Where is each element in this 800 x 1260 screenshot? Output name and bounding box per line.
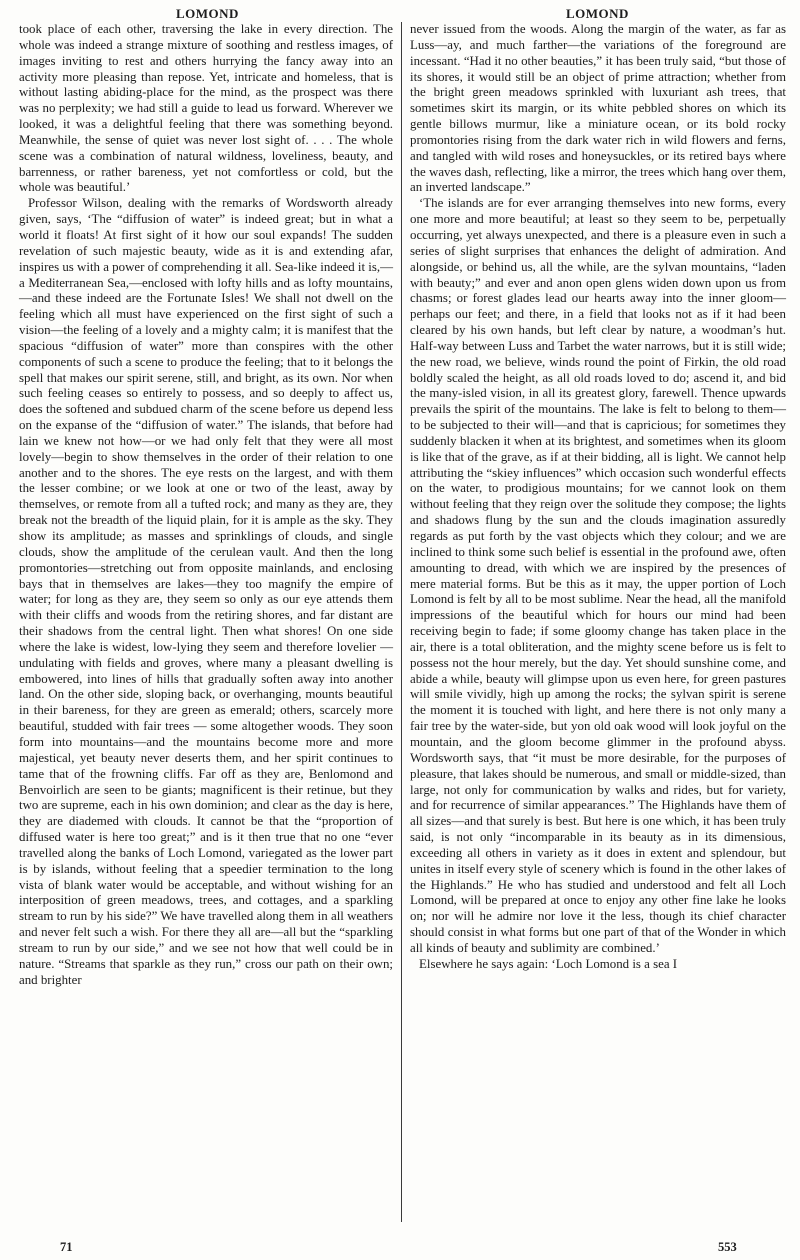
- right-column: [410, 22, 786, 973]
- right-paragraph-1: never issued from the woods. Along the margin of the water, as far as Luss—ay, and much farther—the variations of the foreground are incessant. “Had it no other beauties,” it has been truly said, “but those of its shores, it would still be an object of prime attraction; whether from the bright green meadows sprinkled with luxuriant ash trees, that sometimes skirt its margin, or its white pebbled shores on which its gentle billows murmur, like a miniature ocean, or its bold rocky promontories rising from the dark water rich in wild flowers and ferns, and tangled with wild roses and honeysuckles, or its retired bays where the waves dash, reflecting, like a mirror, the trees which hang over them, an inverted landscape.”: [410, 22, 786, 195]
- running-head-left: LOMOND: [176, 6, 239, 21]
- column-divider: [401, 22, 402, 1222]
- page-number-right: 553: [718, 1240, 737, 1254]
- running-head-right: LOMOND: [566, 6, 629, 21]
- left-paragraph-1: took place of each other, traversing the lake in every direction. The whole was indeed a strange mixture of soothing and restless images, of images inviting to rest and others hurrying the fancy away into an activity more pleasing than repose. Yet, intricate and homeless, that is without lasting abiding-place for the mind, as the prospect was there was no perplexity; we had still a guide to lead us forward. Wherever we looked, it was a delightful feeling that there was something beyond. Meanwhile, the sense of quiet was never lost sight of. . . . The whole scene was a combination of natural wildness, loveliness, beauty, and barrenness, or rather bareness, yet not comfortless or cold, but the whole was beautiful.’: [19, 22, 393, 195]
- right-paragraph-2: ‘The islands are for ever arranging themselves into new forms, every one more and more beautiful; at least so they seem to be, perpetually occurring, yet always unexpected, and there is a pleasure even in such a series of slight surprises that enhances the delight of admiration. And alongside, or behind us, all the while, are the sylvan mountains, “laden with beauty;” and ever and anon open glens widen down upon us from chasms; or forest glades lead our hearts away into the inner gloom—perhaps our feet; and there, in a field that looks not as if it had been cleared by his own hands, but left clear by nature, a woodman’s hut. Half-way between Luss and Tarbet the water narrows, but it is still wide; the new road, we believe, winds round the point of Firkin, the old road boldly scaled the height, as all old roads loved to do; ascend it, and bid the many-isled vision, in all its greatest glory, farewell. Thence upwards prevails the spirit of the mountains. The lake is felt to belong to them—to be subjected to their will—and that is capricious; for sometimes they suddenly blacken it when at its brightest, and sometimes when its gloom is like that of the grave, as if at their bidding, all is light. We cannot help attributing the “skiey influences” which occasion such wonderful effects on the water, to prodigious mountains; for we cannot look on them without feeling that they reign over the solitude they compose; the lights and shadows flung by the sun and the clouds imagination assuredly regards as put forth by the vast objects which they colour; and we are inclined to think some such belief is essential in the profound awe, often amounting to dread, with which we are inspired by the presences of mere material forms. But be this as it may, the upper portion of Loch Lomond is felt by all to be most sublime. Near the head, all the manifold impressions of the beautiful which for hours our mind had been receiving begin to fade; if some gloomy change has taken place in the air, there is a total obliteration, and the mighty scene before us is felt to possess not the hour merely, but the day. Yet should sunshine come, and abide a while, beauty will glimpse upon us even here, for green pastures will smile vividly, high up among the rocks; the sylvan spirit is serene the moment it is touched with light, and here there is not only many a fair tree by the water-side, but yon old oak wood will look joyful on the mountain, and the gloom become glimmer in the profound abyss. Wordsworth says, that “it must be more desirable, for the purposes of pleasure, that lakes should be numerous, and small or middle-sized, than large, not only for communication by walks and rides, but for variety, and for recurrence of similar appearances.” The Highlands have them of all sizes—and that surely is best. But here is one which, it has been truly said, is not only “incomparable in its beauty as in its dimensious, exceeding all others in variety as it does in extent and splendour, but unites in itself every style of scenery which is found in the other lakes of the Highlands.” He who has studied and understood and felt all Loch Lomond, will be prepared at once to enjoy any other fine lake he looks on; nor will he admire nor love it the less, though its chief character should consist in what forms but one part of that of the Wonder in which all kinds of beauty and sublimity are combined.’: [410, 196, 786, 955]
- left-column: [19, 22, 393, 988]
- left-paragraph-2: Professor Wilson, dealing with the remarks of Wordsworth already given, says, ‘The “diffusion of water” is indeed great; but in what a world it floats! At first sight of it how our soul expands! The sudden revelation of such majestic beauty, wide as it is and extending afar, inspires us with a power of comprehending it all. Sea-like indeed it is,—a Mediterranean Sea,—enclosed with lofty hills and as lofty mountains,—and these indeed are the Fortunate Isles! We shall not dwell on the feeling which all must have experienced on the first sight of such a vision—the feeling of a lovely and a mighty calm; it is manifest that the spacious “diffusion of water” more than conspires with the other components of such a scene to produce the feeling; that to it belongs the spell that makes our spirit serene, still, and bright, as its own. Nor when such feeling ceases so entirely to possess, and so deeply to affect us, does the softened and subdued charm of the scene before us depend less on the expanse of the “diffusion of water.” The islands, that before had lain we knew not how—or we had only felt that they were all most lovely—begin to show themselves in the order of their relation to one another and to the shores. The eye rests on the largest, and with them the lesser combine; or we look at one or two of the least, away by themselves, or remote from all a tufted rock; and many as they are, they break not the breadth of the liquid plain, for it is ample as the sky. They show its amplitude; as masses and sprinklings of clouds, and single clouds, show the amplitude of the cerulean vault. And then the long promontories—stretching out from opposite mainlands, and enclosing bays that in themselves are lakes—they too magnify the empire of water; for long as they are, they seem so only as our eye attends them with their cliffs and woods from the retiring shores, and far distant are their shadows from the central light. Then what shores! On one side where the lake is widest, low-lying they seem and therefore lovelier — undulating with fields and groves, where many a pleasant dwelling is embowered, into lines of hills that gradually soften away into another land. On the other side, sloping back, or overhanging, mounts beautiful in their bareness, for they are green as emerald; others, scarcely more beautiful, studded with fair trees — some altogether woods. They soon form into mountains—and the mountains become more and more majestical, yet beauty never deserts them, and her spirit continues to tame that of the frowning cliffs. Far off as they are, Benlomond and Benvoirlich are seen to be giants; magnificent is their retinue, but they two are supreme, each in his own dominion; and clear as the day is here, they are diademed with clouds. It cannot be that the “proportion of diffused water is here too great;” and is it then true that no one “ever travelled along the banks of Loch Lomond, variegated as the lower part is by islands, without feeling that a speedier termination to the long vista of blank water would be acceptable, and without wishing for an interposition of green meadows, trees, and cottages, and a sparkling stream to run by his side?” We have travelled along them in all weathers and never felt such a wish. For there they all are—all but the “sparkling stream to run by our side,” and we see not how that well could be in nature. “Streams that sparkle as they run,” cross our path on their own; and brighter: [19, 196, 393, 987]
- right-paragraph-3: Elsewhere he says again: ‘Loch Lomond is a sea I: [419, 956, 678, 971]
- page-number-left: 71: [60, 1240, 73, 1254]
